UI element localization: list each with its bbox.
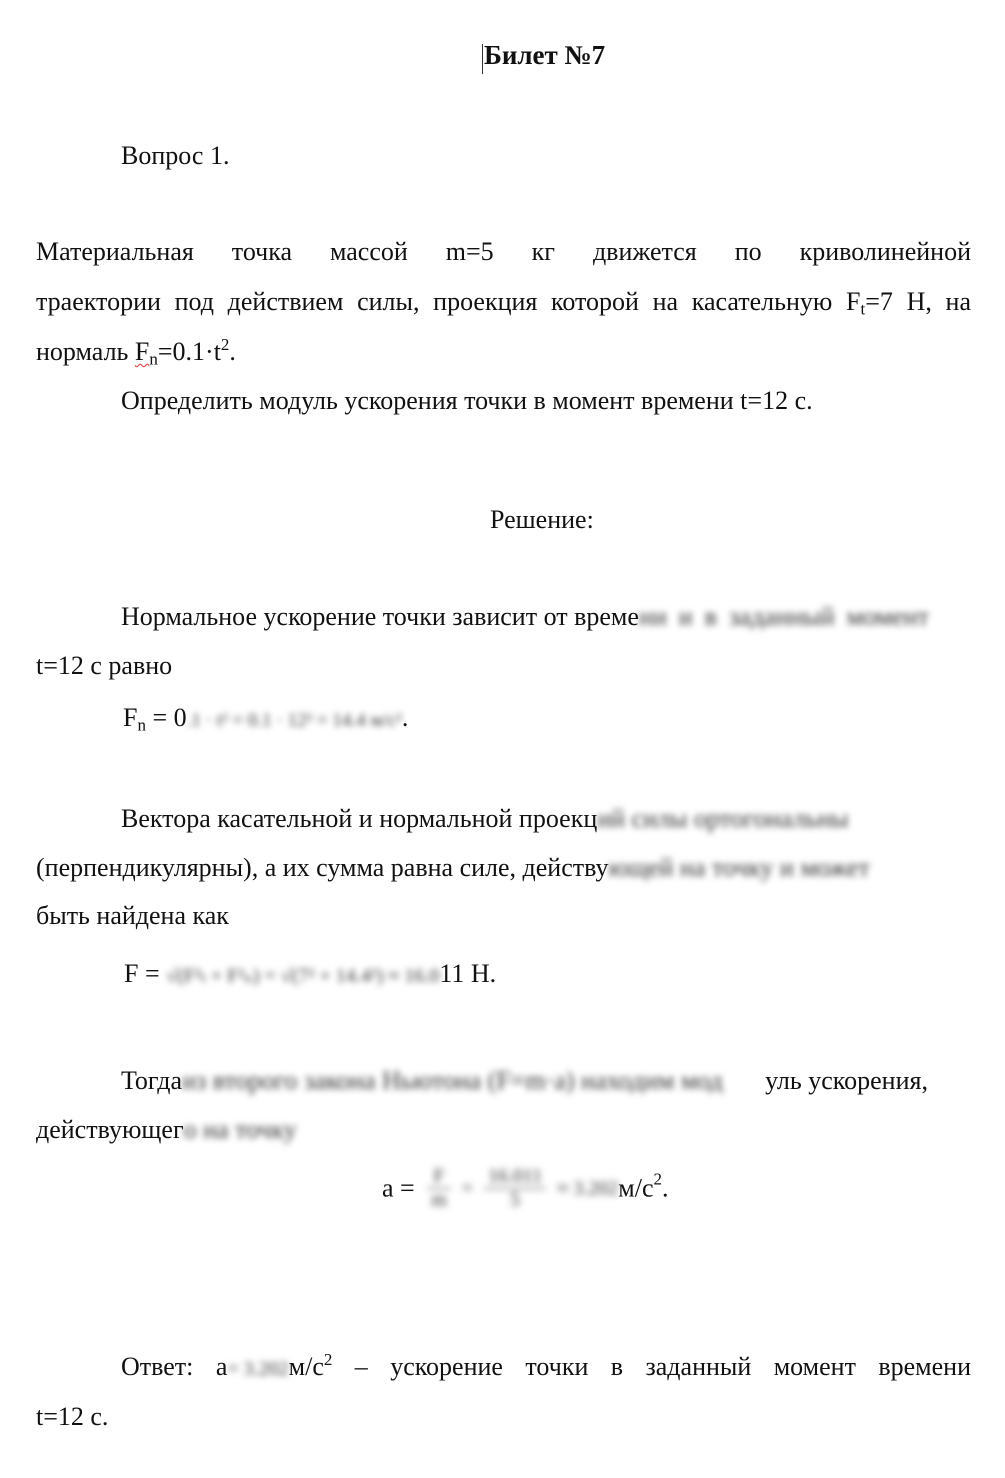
blurred-formula: = 3.202 (227, 1358, 289, 1380)
spellcheck-word: $F_n$ (134, 337, 158, 369)
para2-line-1: Вектора касательной и нормальной проекций силы ортогональны (121, 804, 889, 834)
problem-line-1: Материальная точка массой m=5 кг движется по криволинейной (36, 237, 971, 266)
answer-line-2: t=12 с. (36, 1402, 109, 1431)
blurred-formula: $\frac{F}{m}$ = $\frac{16.011}{5}$ ≈ 3.202 (421, 1165, 618, 1212)
blurred-formula: √(F²ₜ + F²ₙ) = √(7² + 14.4²) ≈ 16.0 (166, 965, 440, 987)
para3-line-2: действующего на точку (36, 1115, 297, 1144)
blurred-text: ющей на точку и может (608, 853, 870, 882)
text-cursor (482, 44, 483, 74)
problem-task: Определить модуль ускорения точки в момент времени t=12 с. (121, 386, 813, 415)
equation-1: $F_n = 0.1 \cdot t^2 = 0.1 \cdot 12^2 = 14.4$ м/с². (123, 703, 409, 735)
solution-heading: Решение: (490, 505, 594, 534)
para2-line-3: быть найдена как (36, 901, 229, 930)
para2-line-2: (перпендикулярны), а их сумма равна силе, действующей на точку и может (36, 853, 899, 883)
answer-line-1: Ответ: $a= 3.202м/с^2$ – ускорение точки в заданный момент времени (121, 1349, 971, 1381)
para1-line-1: Нормальное ускорение точки зависит от времени и в заданный момент (121, 602, 929, 631)
blurred-formula: .1 · t² = 0.1 · 12² = 14.4 м/с² (186, 710, 402, 731)
problem-line-3: нормаль $F_n=0.1\cdot t^2$. (36, 334, 236, 369)
equation-2: F = √(F²ₜ + F²ₙ) = √(7² + 14.4²) ≈ 16.011 Н. (124, 959, 497, 988)
para3-line-1: Тогдаиз второго закона Ньютона (F=m·a) находим мод уль ускорения, (121, 1066, 928, 1095)
question-label: Вопрос 1. (121, 141, 230, 170)
para1-line-2: t=12 с равно (36, 651, 173, 680)
problem-line-2: траектории под действием силы, проекция которой на касательную $F_t=7$ Н, на (36, 287, 971, 319)
blurred-text: из второго закона Ньютона (F=m·a) находим мод (182, 1066, 723, 1095)
blurred-text: о на точку (183, 1115, 297, 1144)
equation-3: a = $\frac{F}{m}$ = $\frac{16.011}{5}$ ≈ $3.202м/с^2$. (382, 1165, 669, 1211)
blurred-text: ни и в заданный момент (638, 602, 929, 631)
blurred-text: ий силы ортогональны (597, 804, 849, 833)
page-title: Билет №7 (484, 40, 606, 70)
